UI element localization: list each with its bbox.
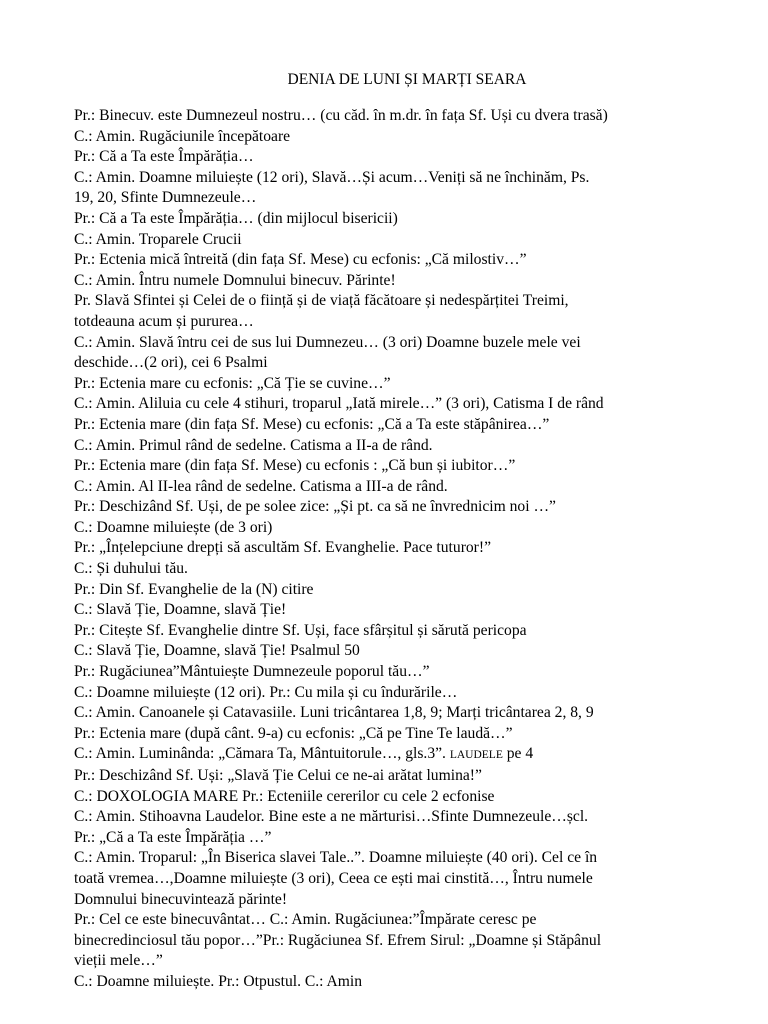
text-line <box>74 641 734 662</box>
text-line-content: C.: Amin. Stihoavna Laudelor. Bine este a ne mărturisi…Sfinte Dumnezeule…șcl. <box>74 808 589 826</box>
text-line <box>74 415 734 436</box>
text-line <box>74 394 734 415</box>
text-line-content: C.: Amin. Rugăciunile începătoare <box>74 127 291 145</box>
text-line-content: Pr.: Deschizând Sf. Uși: „Slavă Ție Celui ce ne-ai arătat lumina!” <box>74 767 482 784</box>
text-line-content: Pr.: „Că a Ta este Împărăția …” <box>74 828 272 846</box>
text-line-content: C.: Amin. Luminânda: „Cămara Ta, Mântuitorule…, gls.3”. <box>74 745 446 763</box>
text-line-content: C.: Amin. Doamne miluiește (12 ori), Slavă…Și acum…Veniți să ne închinăm, Ps. <box>74 168 590 186</box>
text-line <box>74 271 734 292</box>
text-line <box>74 456 734 477</box>
text-line-content: binecredinciosul tău popor…”Pr.: Rugăciunea Sf. Efrem Sirul: „Doamne și Stăpânul <box>74 931 602 949</box>
text-line <box>74 703 734 724</box>
text-line <box>74 333 734 354</box>
text-line-content: C.: Doamne miluiește (de 3 ori) <box>74 518 273 536</box>
text-line-content: totdeauna acum și pururea… <box>74 312 254 330</box>
document-body <box>74 106 734 993</box>
laudele-suffix: pe 4 <box>502 745 534 763</box>
text-line-content: Pr. Slavă Sfintei și Celei de o ființă și de viață făcătoare și nedespărțitei Treimi, <box>74 292 569 310</box>
text-line-content: Pr.: Că a Ta este Împărăția… (din mijlocul bisericii) <box>74 209 398 227</box>
text-line <box>74 250 734 271</box>
text-line <box>74 168 734 189</box>
text-line-content: Pr.: Rugăciunea”Mântuiește Dumnezeule poporul tău…” <box>74 663 430 681</box>
text-line-content: Pr.: Că a Ta este Împărăția… <box>74 148 254 166</box>
text-line <box>74 662 734 683</box>
text-line <box>74 890 734 911</box>
text-line-content: toată vremea…,Doamne miluiește (3 ori), Ceea ce ești mai cinstită…, Întru numele <box>74 869 593 887</box>
text-line <box>74 291 734 312</box>
text-line <box>74 931 734 952</box>
text-line-content: Pr.: Ectenia mare (din fața Sf. Mese) cu ecfonis : „Că bun și iubitor…” <box>74 457 516 475</box>
text-line <box>74 828 734 849</box>
text-line-content: C.: Amin. Troparul: „În Biserica slavei Tale..”. Doamne miluiește (40 ori). Cel ce în <box>74 849 598 867</box>
text-line-content: Pr.: Ectenia mare (după cânt. 9-a) cu ecfonis: „Că pe Tine Te laudă…” <box>74 724 513 742</box>
text-line <box>74 683 734 704</box>
text-line <box>74 497 734 518</box>
text-line-content: Domnului binecuvintează părinte! <box>74 890 288 908</box>
text-line <box>74 538 734 559</box>
text-line-content: C.: Slavă Ție, Doamne, slavă Ție! <box>74 601 287 619</box>
text-line-content: Pr.: Cel ce este binecuvântat… C.: Amin. Rugăciunea:”Împărate ceresc pe <box>74 911 537 929</box>
document-title: DENIA DE LUNI ȘI MARȚI SEARA <box>287 71 527 88</box>
text-line-content: Pr.: Ectenia mică întreită (din fața Sf. Mese) cu ecfonis: „Că milostiv…” <box>74 251 527 269</box>
text-line <box>74 766 734 787</box>
document-page <box>74 70 734 993</box>
text-line-content: C.: Doamne miluiește (12 ori). Pr.: Cu mila și cu îndurările… <box>74 683 458 701</box>
text-line-content: C.: Doamne miluiește. Pr.: Otpustul. C.: Amin <box>74 972 363 990</box>
text-line <box>74 188 734 209</box>
text-line <box>74 951 734 972</box>
text-line-content: C.: Amin. Întru numele Domnului binecuv. Părinte! <box>74 271 396 289</box>
text-line-content: C.: DOXOLOGIA MARE Pr.: Ecteniile cererilor cu cele 2 ecfonise <box>74 787 495 805</box>
text-line <box>74 621 734 642</box>
text-line <box>74 910 734 931</box>
text-line-content: C.: Și duhului tău. <box>74 560 188 578</box>
text-line <box>74 436 734 457</box>
text-line-content: Pr.: „Înțelepciune drepți să ascultăm Sf. Evanghelie. Pace tuturor!” <box>74 539 491 557</box>
text-line-content: C.: Slavă Ție, Doamne, slavă Ție! Psalmul 50 <box>74 642 360 660</box>
text-line-content: Pr.: Deschizând Sf. Uși, de pe solee zice: „Și pt. ca să ne învrednicim noi …” <box>74 498 556 516</box>
text-line <box>74 127 734 148</box>
text-line-content: C.: Amin. Primul rând de sedelne. Catisma a II-a de rând. <box>74 436 433 454</box>
text-line <box>74 972 734 993</box>
text-line <box>74 353 734 374</box>
text-line <box>74 147 734 168</box>
text-line <box>74 209 734 230</box>
text-line-content: C.: Amin. Slavă întru cei de sus lui Dumnezeu… (3 ori) Doamne buzele mele vei <box>74 333 581 351</box>
text-line-content: C.: Amin. Aliluia cu cele 4 stihuri, troparul „Iată mirele…” (3 ori), Catisma I de rând <box>74 395 604 413</box>
text-line <box>74 230 734 251</box>
text-line <box>74 312 734 333</box>
text-line-content: deschide…(2 ori), cei 6 Psalmi <box>74 354 268 372</box>
text-line-content: C.: Amin. Canoanele și Catavasiile. Luni tricântarea 1,8, 9; Marți tricântarea 2, 8, 9 <box>74 704 594 722</box>
text-line <box>74 518 734 539</box>
text-line <box>74 106 734 127</box>
text-line <box>74 744 734 766</box>
text-line-content: C.: Amin. Al II-lea rând de sedelne. Catisma a III-a de rând. <box>74 477 448 495</box>
text-line <box>74 580 734 601</box>
text-line-content: Pr.: Ectenia mare (din fața Sf. Mese) cu ecfonis: „Că a Ta este stăpânirea…” <box>74 415 550 433</box>
text-line <box>74 477 734 498</box>
text-line <box>74 869 734 890</box>
text-line <box>74 374 734 395</box>
text-line-content: Pr.: Din Sf. Evanghelie de la (N) citire <box>74 580 314 598</box>
text-line-content: Pr.: Binecuv. este Dumnezeul nostru… (cu căd. în m.dr. în fața Sf. Uși cu dvera trasă) <box>74 107 608 124</box>
text-line <box>74 807 734 828</box>
laudele-label: LAUDELE <box>449 749 503 762</box>
text-line <box>74 600 734 621</box>
text-line-content: C.: Amin. Troparele Crucii <box>74 230 242 248</box>
text-line <box>74 787 734 808</box>
text-line-content: Pr.: Citește Sf. Evanghelie dintre Sf. Uși, face sfârșitul și sărută pericopa <box>74 621 527 639</box>
text-line <box>74 559 734 580</box>
text-line-content: 19, 20, Sfinte Dumnezeule… <box>74 189 257 207</box>
text-line <box>74 848 734 869</box>
text-line-content: Pr.: Ectenia mare cu ecfonis: „Că Ție se cuvine…” <box>74 374 391 392</box>
text-line <box>74 724 734 745</box>
text-line-content: vieții mele…” <box>74 952 163 970</box>
